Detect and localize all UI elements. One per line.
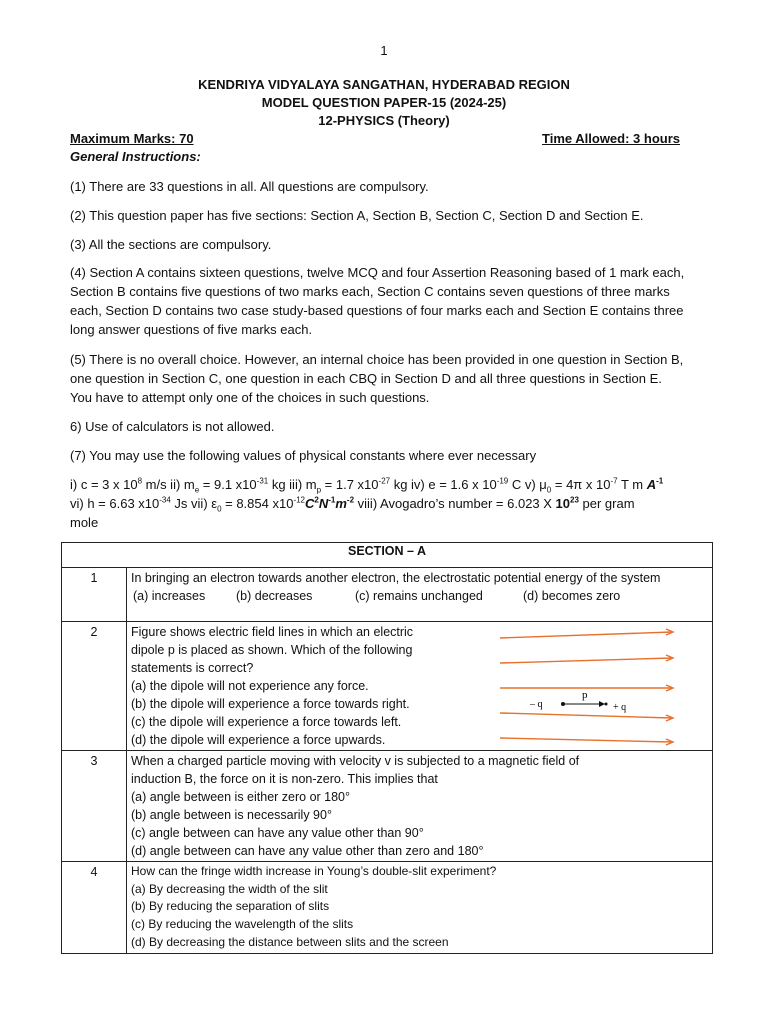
- instruction-3: (3) All the sections are compulsory.: [70, 237, 272, 252]
- field-line: [500, 738, 672, 742]
- instruction-1: (1) There are 33 questions in all. All questions are compulsory.: [70, 179, 429, 194]
- question-row-2: 2 Figure shows electric field lines in which an electric dipole p is placed as shown. Which of the following statements is correct? (a) the dipole will not experience any force. (b) the dipole will experience a force towards right. (c) the dipole will experience a force towards left. (d) the dipole will experience a force upwards. – q p + q: [62, 622, 713, 751]
- section-title: SECTION – A: [62, 543, 713, 568]
- header-paper-title: MODEL QUESTION PAPER-15 (2024-25): [261, 95, 507, 110]
- header-subject: 12-PHYSICS (Theory): [318, 113, 450, 128]
- positive-charge: [605, 703, 608, 706]
- option-c: (c) remains unchanged: [355, 589, 483, 603]
- dipole: [529, 689, 626, 713]
- header-organization: KENDRIYA VIDYALAYA SANGATHAN, HYDERABAD REGION: [198, 77, 570, 92]
- page-number: 1: [380, 43, 388, 58]
- max-marks: Maximum Marks: 70: [70, 131, 194, 146]
- time-allowed: Time Allowed: 3 hours: [542, 131, 680, 146]
- question-number: 4: [62, 862, 127, 954]
- field-line: [500, 658, 672, 663]
- question-text: In bringing an electron towards another electron, the electrostatic potential energy of the system: [131, 571, 661, 585]
- instruction-6: 6) Use of calculators is not allowed.: [70, 419, 275, 434]
- general-instructions-title: General Instructions:: [70, 149, 201, 164]
- option-b: (b) decreases: [236, 589, 313, 603]
- section-a-table: [61, 542, 713, 954]
- marks-row: [70, 131, 680, 146]
- question-number: 1: [62, 568, 127, 622]
- question-number: 2: [62, 622, 127, 751]
- option-a: (a) increases: [133, 589, 206, 603]
- field-lines: [500, 629, 673, 745]
- instruction-5: (5) There is no overall choice. However, an internal choice has been provided in one question in Section B, one question in Section C, one question in each CBQ in Section D and all three questions in Section E. You have to attempt only one of the choices in such questions.: [70, 352, 684, 405]
- positive-charge-label: + q: [613, 702, 627, 713]
- option-d: (d) becomes zero: [523, 589, 621, 603]
- physical-constants: i) c = 3 x $10^8$ m/s ii) $m_e = 9.1$ $x10^{-31}$ kg iii) $m_p = 1.7$ $x10^{-27}$ kg iv) e = 1.6 x $10^{-19}$ C v) $\mu_0 = 4\pi$ x $10^{-7}$ T m $A^{-1}$ vi) h = 6.63 $x10^{-34}$ Js vii) $\varepsilon_0 = 8.854$ $x10^{-12}C^2N^{-1}m^{-2}$ viii) Avogadro’s number = 6.023 X $10^{23}$ per gram mole: [70, 476, 664, 530]
- instruction-4: (4) Section A contains sixteen questions, twelve MCQ and four Assertion Reasoning based of 1 mark each, Section B contains five questions of two marks each, Section C contains seven questions of three marks each, Section D contains two case study-based questions of four marks each and Section E contains three long answer questions of five marks each.: [70, 265, 685, 337]
- options-row: [131, 587, 708, 605]
- question-row-1: [62, 568, 713, 622]
- question-row-4: 4 How can the fringe width increase in Young’s double-slit experiment? (a) By decreasing the width of the slit (b) By reducing the separation of slits (c) By reducing the wavelength of the slits (d) By decreasing the distance between slits and the screen: [62, 862, 713, 954]
- instruction-7: (7) You may use the following values of physical constants where ever necessary: [70, 448, 537, 463]
- dipole-p-label: p: [582, 689, 588, 701]
- question-row-3: 3 When a charged particle moving with velocity v is subjected to a magnetic field of induction B, the force on it is non-zero. This implies that (a) angle between is either zero or 180° (b) angle between is necessarily 90° (c) angle between can have any value other than 90° (d) angle between can have any value other than zero and 180°: [62, 751, 713, 862]
- instruction-2: (2) This question paper has five sections: Section A, Section B, Section C, Section D and Section E.: [70, 208, 644, 223]
- field-line: [500, 632, 672, 638]
- question-number: 3: [62, 751, 127, 862]
- electric-field-figure: [492, 622, 682, 747]
- field-line: [500, 713, 672, 718]
- negative-charge-label: – q: [530, 699, 543, 710]
